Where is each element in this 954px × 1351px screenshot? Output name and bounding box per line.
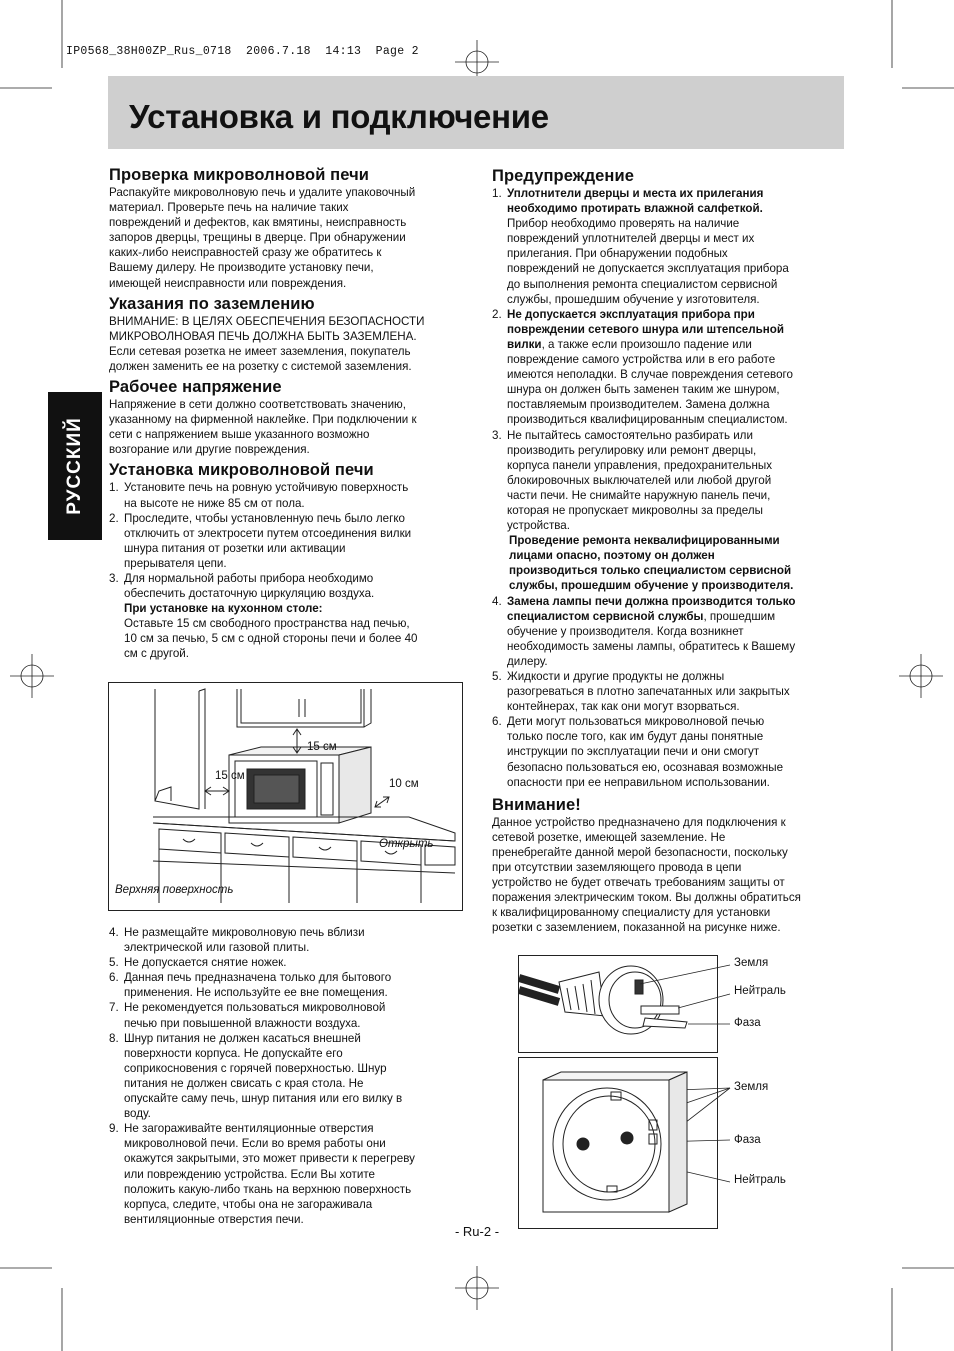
section-text-grounding: ВНИМАНИЕ: В ЦЕЛЯХ ОБЕСПЕЧЕНИЯ БЕЗОПАСНОСТИ МИКРОВОЛНОВАЯ ПЕЧЬ ДОЛЖНА БЫТЬ ЗАЗЕМЛЕНА. Если сетевая розетка не имеет заземления, покупатель должен заменить ее на розетку с системой заземления. bbox=[109, 314, 425, 373]
plug-earth-label: Земля bbox=[734, 957, 769, 969]
plug-phase-label: Фаза bbox=[734, 1017, 761, 1029]
list-item: 8. Шнур питания не должен касаться внешней поверхности корпуса. Не допускайте его соприкосновения с горячей поверхностью. Шнур питания не должен свисать с края стола. Не опускайте саму печь, шнур питания или его вилку в воду. bbox=[109, 1031, 403, 1121]
section-text-voltage: Напряжение в сети должно соответствовать значению, указанному на фирменной наклейке. При подключении к сети с напряжением выше указанного возможно возгорание или другие повреждения. bbox=[109, 398, 417, 457]
print-header: IP0568_38H00ZP_Rus_0718 2006.7.18 14:13 Page 2 bbox=[66, 45, 419, 58]
language-tab-label: РУССКИЙ bbox=[64, 417, 85, 515]
socket-neutral-label: Нейтраль bbox=[734, 1174, 786, 1186]
open-label: Открыть bbox=[379, 838, 434, 850]
page-number: - Ru-2 - bbox=[454, 1224, 500, 1239]
clearance-top-label: 15 см bbox=[307, 741, 337, 753]
list-item: 1. Уплотнители дверцы и места их прилегания необходимо протирать влажной салфеткой. Прибор необходимо проверять на наличие повреждений уплотнителей дверцы и мест их прилегания. При обнаружении подобных повреждений не допускается эксплуатация прибора до выполнения ремонта специалистом сервисной службы, прошедшим обучение у изготовителя. bbox=[492, 187, 789, 306]
list-item: 7. Не рекомендуется пользоваться микроволновой печью при повышенной влажности воздуха. bbox=[109, 1001, 386, 1030]
page-title: Установка и подключение bbox=[129, 98, 549, 135]
list-item: 6. Дети могут пользоваться микроволновой печью только после того, как им будут даны понятные инструкции по эксплуатации печи и они смогут безопасно пользоваться ею, осознавая возможные опасности при ее неправильном использовании. bbox=[492, 715, 784, 789]
list-item: 3. Не пытайтесь самостоятельно разбирать или производить регулировку или ремонт дверцы, корпуса панели управления, предохранительных блокировочных выключателей или любой другой части печи. Не снимайте наружную панель печи, которая не пропускает микроволны за пределы устройства. Проведение ремонта неквалифицированными лицами опасно, поэтому он должен производиться только специалистом сервисной службы, прошедшим обучение у производителя. bbox=[492, 428, 794, 593]
section-heading-check: Проверка микроволновой печи bbox=[109, 166, 369, 184]
socket-drawing bbox=[519, 1058, 717, 1228]
list-item: 9. Не загораживайте вентиляционные отверстия микроволновой печи. Если во время работы они окажутся закрытыми, это может привести к перегреву или повреждению устройства. Если Вы хотите положить какую-либо ткань на верхнюю поверхность корпуса, следите, чтобы она не загораживала вентиляционные отверстия печи. bbox=[109, 1122, 415, 1226]
clearance-back-label: 10 см bbox=[389, 778, 419, 790]
list-item: 5. Не допускается снятие ножек. bbox=[109, 956, 287, 970]
socket-figure bbox=[518, 1057, 718, 1229]
section-heading-warning: Предупреждение bbox=[492, 167, 635, 185]
section-heading-voltage: Рабочее напряжение bbox=[109, 378, 282, 397]
section-heading-install: Установка микроволновой печи bbox=[109, 461, 374, 480]
list-item: 5. Жидкости и другие продукты не должны разогреваться в плотно запечатанных или закрытых контейнерах, так как они могут взорваться. bbox=[492, 670, 790, 714]
list-item: 3. Для нормальной работы прибора необходимо обеспечить достаточную циркуляцию воздуха. При установке на кухонном столе: Оставьте 15 см свободного пространства над печью, 10 см за печью, 5 см с одной стороны печи и более 40 см с другой. bbox=[109, 571, 418, 661]
list-item: 1. Установите печь на ровную устойчивую поверхность на высоте не ниже 85 см от пола. bbox=[109, 481, 409, 510]
section-heading-grounding: Указания по заземлению bbox=[109, 294, 315, 313]
list-item: 2. Проследите, чтобы установленную печь было легко отключить от электросети путем отсоединения вилки шнура питания от розетки или активации прерывателя цепи. bbox=[109, 511, 412, 570]
section-heading-attention: Внимание! bbox=[492, 795, 581, 814]
plug-neutral-label: Нейтраль bbox=[734, 985, 786, 997]
socket-earth-label: Земля bbox=[734, 1081, 769, 1093]
list-item: 2. Не допускается эксплуатация прибора при повреждении сетевого шнура или штепсельной вилки, а также если произошло падение или повреждение самого устройства или в его работе имеются неполадки. В случае повреждения сетевого шнура он должен быть заменен таким же шнуром, поставляемым производителем. Замена должна производиться квалифицированным специалистом. bbox=[492, 307, 793, 427]
section-text-check: Распакуйте микроволновую печь и удалите упаковочный материал. Проверьте печь на наличие таких повреждений и дефектов, как вмятины, неисправность запоров дверцы, трещины в дверце. При обнаружении каких-либо неисправностей сразу же обратитесь к Вашему дилеру. Не производите установку печи, имеющей неисправности или повреждения. bbox=[109, 186, 416, 290]
list-item: 4. Замена лампы печи должна производится только специалистом сервисной службы, прошедшим обучение у производителя. Когда возникнет необходимость замены лампы, обратитесь к Вашему дилеру. bbox=[492, 594, 796, 668]
surface-label: Верхняя поверхность bbox=[115, 884, 234, 896]
section-text-attention: Данное устройство предназначено для подключения к сетевой розетке, имеющей заземление. Не пренебрегайте данной мерой безопасности, поскольку при отсутствии заземляющего провода в цепи устройство не будет отвечать требованиям защиты от поражения электрическим током. Вы должны обратиться к квалифицированному специалисту для установки розетки с заземлением, показанной на рисунке ниже. bbox=[492, 815, 801, 935]
list-item: 6. Данная печь предназначена только для бытового применения. Не используйте ее вне помещения. bbox=[109, 971, 392, 1000]
clearance-side-label: 15 см bbox=[215, 770, 245, 782]
list-item: 4. Не размещайте микроволновую печь вблизи электрической или газовой плиты. bbox=[109, 926, 365, 955]
socket-phase-label: Фаза bbox=[734, 1134, 761, 1146]
